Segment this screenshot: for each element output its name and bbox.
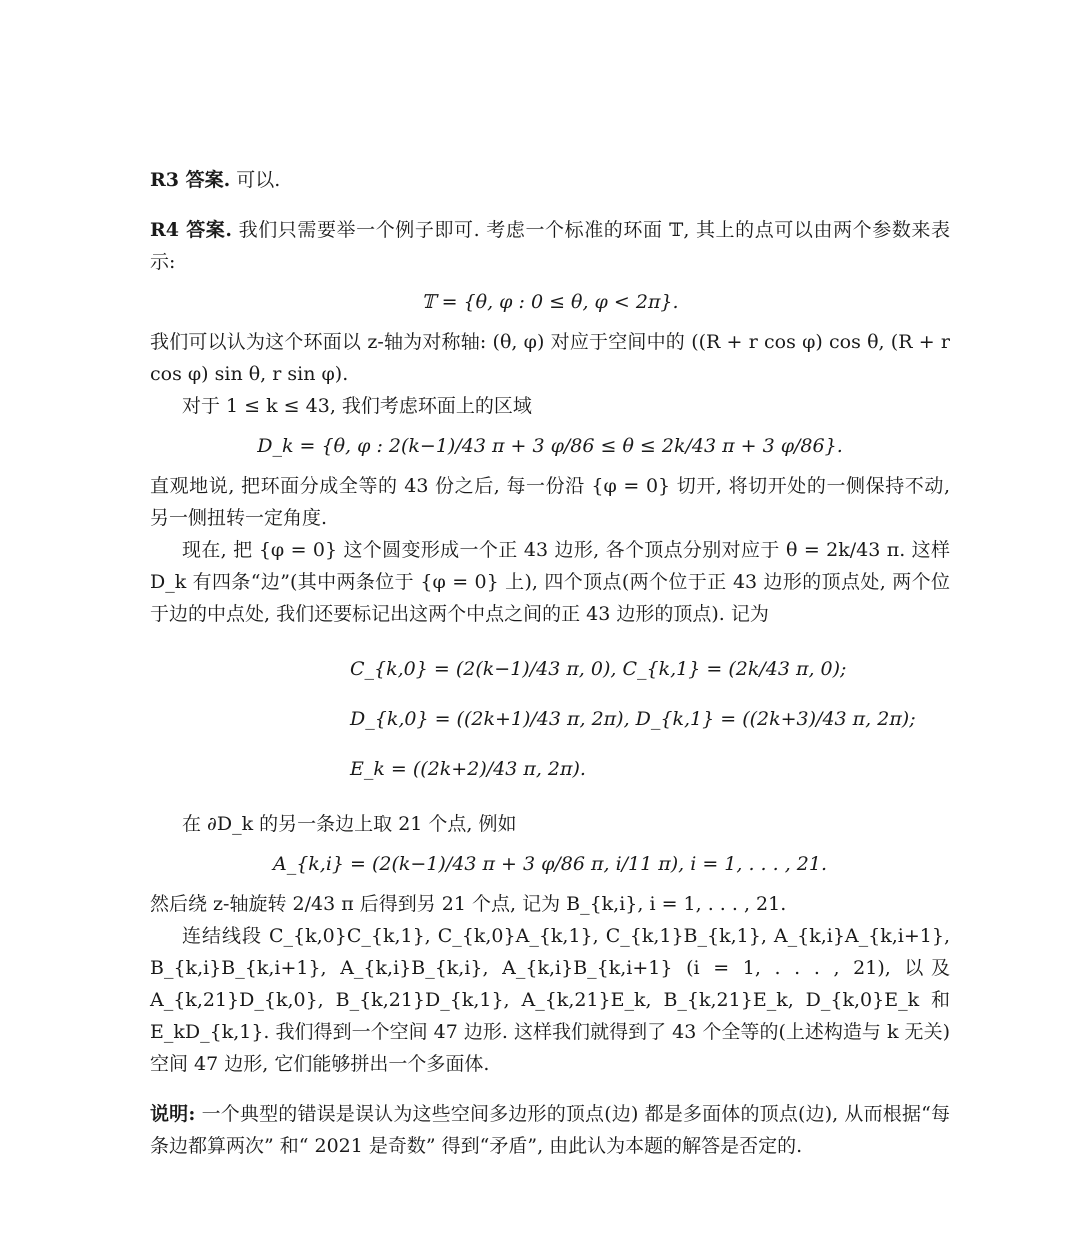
equation-c: C_{k,0} = (2(k−1)/43 π, 0), C_{k,1} = (2k/43 π, 0); (350, 658, 847, 680)
r3-label: R3 答案. (150, 169, 231, 191)
equation-d: D_{k,0} = ((2k+1)/43 π, 2π), D_{k,1} = ((2k+3)/43 π, 2π); (350, 708, 916, 730)
torus-definition-equation: 𝕋 = {θ, φ : 0 ≤ θ, φ < 2π}. (421, 291, 679, 313)
equation-a: A_{k,i} = (2(k−1)/43 π + 3 φ/86 π, i/11 π), i = 1, . . . , 21. (272, 853, 828, 875)
note-text: 一个典型的错误是误认为这些空间多边形的顶点(边) 都是多面体的顶点(边), 从而根据“每条边都算两次” 和“ 2021 是奇数” 得到“矛盾”, 由此认为本题的解答是否定的. (150, 1103, 951, 1157)
r3-paragraph (150, 164, 950, 196)
r4-paragraph-5: 现在, 把 {φ = 0} 这个圆变形成一个正 43 边形, 各个顶点分别对应于 θ = 2k/43 π. 这样 D_k 有四条“边”(其中两条位于 {φ = 0} 上), 四个顶点(两个位于正 43 边形的顶点处, 两个位于边的中点处, 我们还要标记出这两个中点之间的正 43 边形的顶点). 记为 (150, 539, 950, 625)
r4-label: R4 答案. (150, 219, 232, 241)
r4-paragraph-2: 我们可以认为这个环面以 z-轴为对称轴: (θ, φ) 对应于空间中的 ((R + r cos φ) cos θ, (R + r cos φ) sin θ, r sin φ). (150, 331, 950, 385)
r3-text: 可以. (230, 169, 281, 191)
r4-paragraph-4: 直观地说, 把环面分成全等的 43 份之后, 每一份沿 {φ = 0} 切开, 将切开处的一侧保持不动, 另一侧扭转一定角度. (150, 475, 950, 529)
equation-e: E_k = ((2k+2)/43 π, 2π). (350, 758, 586, 780)
r4-intro-paragraph (150, 214, 950, 278)
r4-paragraph-3: 对于 1 ≤ k ≤ 43, 我们考虑环面上的区域 (182, 395, 532, 417)
r4-paragraph-8: 连结线段 C_{k,0}C_{k,1}, C_{k,0}A_{k,1}, C_{k,1}B_{k,1}, A_{k,i}A_{k,i+1}, B_{k,i}B_{k,i+1}, A_{k,i}B_{k,i}, A_{k,i}B_{k,i+1} (i = 1, . . . , 21), 以及 A_{k,21}D_{k,0}, B_{k,21}D_{k,1}, A_{k,21}E_k, B_{k,21}E_k, D_{k,0}E_k 和 E_kD_{k,1}. 我们得到一个空间 47 边形. 这样我们就得到了 43 个全等的(上述构造与 k 无关) 空间 47 边形, 它们能够拼出一个多面体. (150, 925, 950, 1075)
dk-definition-equation: D_k = {θ, φ : 2(k−1)/43 π + 3 φ/86 ≤ θ ≤ 2k/43 π + 3 φ/86}. (257, 435, 843, 457)
document-page (150, 164, 950, 1162)
note-label: 说明: (150, 1103, 196, 1125)
vertex-equations (350, 644, 950, 794)
note-paragraph (150, 1098, 950, 1162)
r4-paragraph-7: 然后绕 z-轴旋转 2/43 π 后得到另 21 个点, 记为 B_{k,i}, i = 1, . . . , 21. (150, 893, 787, 915)
r4-intro-text: 我们只需要举一个例子即可. 考虑一个标准的环面 𝕋, 其上的点可以由两个参数来表示: (150, 219, 950, 273)
r4-paragraph-6: 在 ∂D_k 的另一条边上取 21 个点, 例如 (182, 813, 517, 835)
